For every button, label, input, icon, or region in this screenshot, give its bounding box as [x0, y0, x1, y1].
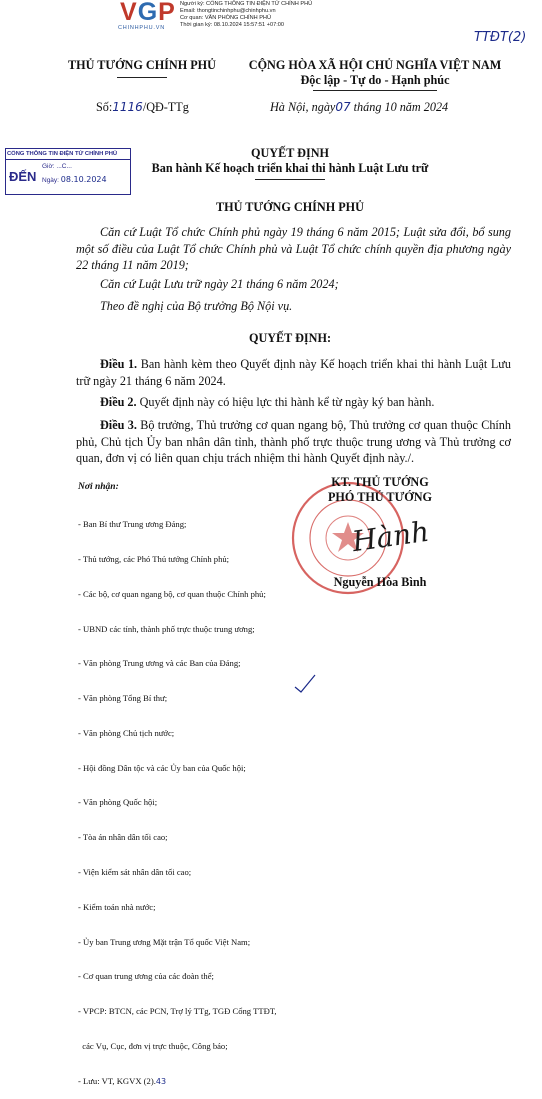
- checkmark-icon: [293, 673, 317, 695]
- recipient-item: - Các bộ, cơ quan ngang bộ, cơ quan thuộc Chính phủ;: [78, 588, 266, 599]
- issuer-underline: [117, 77, 167, 78]
- authority-title: THỦ TƯỚNG CHÍNH PHỦ: [216, 200, 364, 214]
- recipient-item: - UBND các tỉnh, thành phố trực thuộc trung ương;: [78, 623, 255, 634]
- recipient-item: - Tòa án nhân dân tối cao;: [78, 832, 168, 843]
- recipient-item: - Văn phòng Chủ tịch nước;: [78, 727, 175, 738]
- received-stamp-time: Giờ: ...C...: [42, 163, 72, 170]
- signature-time: Thời gian ký: 08.10.2024 15:57:51 +07:00: [180, 22, 284, 28]
- motto-underline: [313, 90, 437, 91]
- signature-signer: Người ký: CỔNG THÔNG TIN ĐIỆN TỬ CHÍNH PHỦ: [180, 1, 313, 7]
- national-motto: Độc lập - Tự do - Hạnh phúc: [300, 73, 450, 87]
- subject-underline: [255, 179, 325, 180]
- decide-heading: QUYẾT ĐỊNH:: [248, 331, 332, 345]
- handwritten-corner-note: TTĐT(2): [474, 30, 527, 45]
- received-stamp-org: CỔNG THÔNG TIN ĐIỆN TỬ CHÍNH PHỦ: [6, 149, 130, 160]
- article-3: Điều 3. Bộ trưởng, Thủ trưởng cơ quan ngang bộ, Thủ trưởng cơ quan thuộc Chính phủ, Chủ tịch Ủy ban nhân dân tỉnh, thành phố trực thuộc trung ương và Thủ trưởng cơ quan, đơn vị có liên quan chịu trách nhiệm thi hành Quyết định này./.: [76, 418, 511, 466]
- sign-kt: KT. THỦ TƯỚNG: [331, 475, 429, 489]
- vgp-logo: VGP: [120, 0, 176, 26]
- recipient-item: - VPCP: BTCN, các PCN, Trợ lý TTg, TGĐ Cổng TTĐT,: [78, 1006, 277, 1017]
- recipient-item: - Ủy ban Trung ương Mặt trận Tổ quốc Việt Nam;: [78, 936, 251, 947]
- national-title: CỘNG HÒA XÃ HỘI CHỦ NGHĨA VIỆT NAM: [248, 58, 502, 72]
- recipient-item: - Ban Bí thư Trung ương Đảng;: [78, 519, 187, 530]
- sign-role: PHÓ THỦ TƯỚNG: [327, 490, 433, 504]
- recipients-title: Nơi nhận:: [78, 482, 119, 492]
- received-stamp: [5, 148, 131, 195]
- recipient-item: - Cơ quan trung ương của các đoàn thể;: [78, 971, 214, 982]
- basis-2: Căn cứ Luật Lưu trữ ngày 21 tháng 6 năm 2024;: [100, 277, 339, 291]
- document-number: Số:1116/QĐ-TTg: [96, 100, 189, 114]
- document-date: Hà Nội, ngày07 tháng 10 năm 2024: [270, 100, 449, 114]
- recipient-item: - Viện kiểm sát nhân dân tối cao;: [78, 867, 192, 877]
- vgp-logo-subtitle: CHINHPHU.VN: [118, 25, 165, 31]
- recipient-item: - Văn phòng Trung ương và các Ban của Đảng;: [78, 658, 241, 669]
- basis-3: Theo đề nghị của Bộ trưởng Bộ Nội vụ.: [100, 299, 293, 313]
- signature-agency: Cơ quan: VĂN PHÒNG CHÍNH PHỦ: [180, 15, 272, 21]
- handwritten-signature: Hành: [350, 514, 432, 559]
- recipient-item: - Thủ tướng, các Phó Thủ tướng Chính phủ;: [78, 553, 230, 564]
- digital-signature-info: [180, 1, 312, 29]
- document-type: QUYẾT ĐỊNH: [251, 146, 329, 160]
- recipient-item: - Văn phòng Tổng Bí thư;: [78, 693, 168, 704]
- recipient-item: - Văn phòng Quốc hội;: [78, 797, 158, 808]
- recipient-item: - Lưu: VT, KGVX (2).43: [78, 1075, 167, 1086]
- article-1: Điều 1. Ban hành kèm theo Quyết định này Kế hoạch triển khai thi hành Luật Lưu trữ ngày 21 tháng 6 năm 2024.: [76, 357, 512, 388]
- signature-email: Email: thongtinchinhphu@chinhphu.vn: [180, 8, 276, 14]
- received-stamp-den: ĐẾN: [9, 169, 37, 184]
- recipient-item: các Vụ, Cục, đơn vị trực thuộc, Công báo;: [78, 1040, 228, 1051]
- issuer-title: THỦ TƯỚNG CHÍNH PHỦ: [68, 58, 216, 72]
- received-stamp-date: Ngày: 08.10.2024: [42, 175, 107, 184]
- document-subject: Ban hành Kế hoạch triển khai thi hành Luật Lưu trữ: [151, 161, 429, 175]
- recipient-item: - Kiểm toán nhà nước;: [78, 901, 156, 912]
- recipient-item: - Hội đồng Dân tộc và các Ủy ban của Quốc hội;: [78, 762, 246, 773]
- article-2: Điều 2. Quyết định này có hiệu lực thi hành kể từ ngày ký ban hành.: [100, 395, 435, 409]
- basis-1: Căn cứ Luật Tổ chức Chính phủ ngày 19 tháng 6 năm 2015; Luật sửa đổi, bổ sung một số điều của Luật Tổ chức Chính phủ và Luật Tổ chức chính quyền địa phương ngày 22 tháng 11 năm 2019;: [76, 225, 511, 273]
- signer-name: Nguyễn Hòa Bình: [333, 575, 427, 589]
